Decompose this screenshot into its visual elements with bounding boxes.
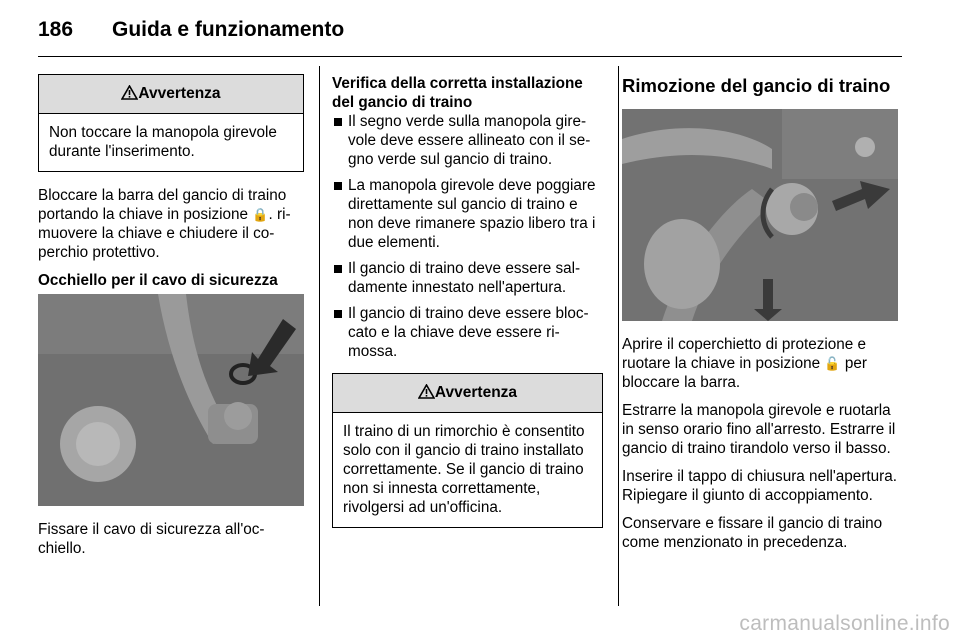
warning-text: Non toccare la manopola girevole durante l'inserimento. bbox=[49, 124, 277, 160]
paragraph bbox=[38, 186, 304, 262]
warning-triangle-icon bbox=[121, 85, 138, 100]
page-header bbox=[38, 18, 344, 42]
list-item: Il gancio di traino deve essere bloccato e la chiave deve essere rimossa. bbox=[332, 304, 603, 361]
warning-header bbox=[333, 374, 602, 413]
paragraph bbox=[622, 335, 906, 392]
text-run: Aprire il coperchietto di protezione e ruotare la chiave in posizione bbox=[622, 336, 867, 372]
warning-text: Il traino di un rimorchio è consentito solo con il gancio di traino installato correttamente. Se il gancio di traino non si innesta correttamente, rivolgersi ad un'officina. bbox=[343, 423, 585, 516]
tow-hook-removal-photo bbox=[622, 109, 898, 321]
text-run: Bloccare la barra del gancio di traino portando la chiave in posizione bbox=[38, 187, 287, 223]
section-heading: Rimozione del gancio di traino bbox=[622, 75, 891, 96]
watermark: carmanualsonline.info bbox=[739, 612, 950, 635]
column-1 bbox=[38, 74, 304, 567]
safety-eyelet-photo bbox=[38, 294, 304, 506]
paragraph: Conservare e fissare il gancio di traino come menzionato in precedenza. bbox=[622, 515, 883, 551]
page-title: Guida e funzionamento bbox=[112, 18, 345, 41]
warning-box bbox=[38, 74, 304, 172]
header-rule bbox=[38, 56, 902, 57]
paragraph: Estrarre la manopola girevole e ruotarla in senso orario fino all'arresto. Estrarre il gancio di traino tirandolo verso il basso. bbox=[622, 402, 896, 457]
page-number: 186 bbox=[38, 18, 74, 41]
check-list bbox=[332, 112, 603, 361]
warning-triangle-icon bbox=[418, 384, 435, 399]
column-2 bbox=[332, 74, 603, 542]
column-divider-2 bbox=[618, 66, 619, 606]
warning-title: Avvertenza bbox=[138, 85, 221, 102]
lock-closed-icon: 🔒 bbox=[252, 207, 269, 222]
column-3 bbox=[622, 74, 906, 561]
column-divider-1 bbox=[319, 66, 320, 606]
list-item: Il segno verde sulla manopola girevole deve essere allineato con il segno verde sul gancio di traino. bbox=[332, 112, 603, 169]
caption: Fissare il cavo di sicurezza all'occhiello. bbox=[38, 521, 265, 557]
list-item: Il gancio di traino deve essere saldamente innestato nell'apertura. bbox=[332, 259, 603, 297]
warning-box bbox=[332, 373, 603, 528]
lock-open-icon: 🔓 bbox=[824, 356, 841, 371]
warning-header bbox=[39, 75, 303, 114]
warning-title: Avvertenza bbox=[434, 384, 518, 401]
section-heading: Verifica della corretta installazione del gancio di traino bbox=[332, 75, 583, 111]
paragraph: Inserire il tappo di chiusura nell'apertura. Ripiegare il giunto di accoppiamento. bbox=[622, 468, 898, 504]
text-run: per bloccare la barra. bbox=[622, 355, 867, 391]
subheading: Occhiello per il cavo di sicurezza bbox=[38, 272, 278, 289]
text-run: . rimuovere la chiave e chiudere il coperchio protettivo. bbox=[38, 206, 291, 261]
list-item: La manopola girevole deve poggiare direttamente sul gancio di traino e non deve rimanere spazio libero tra i due elementi. bbox=[332, 176, 603, 252]
